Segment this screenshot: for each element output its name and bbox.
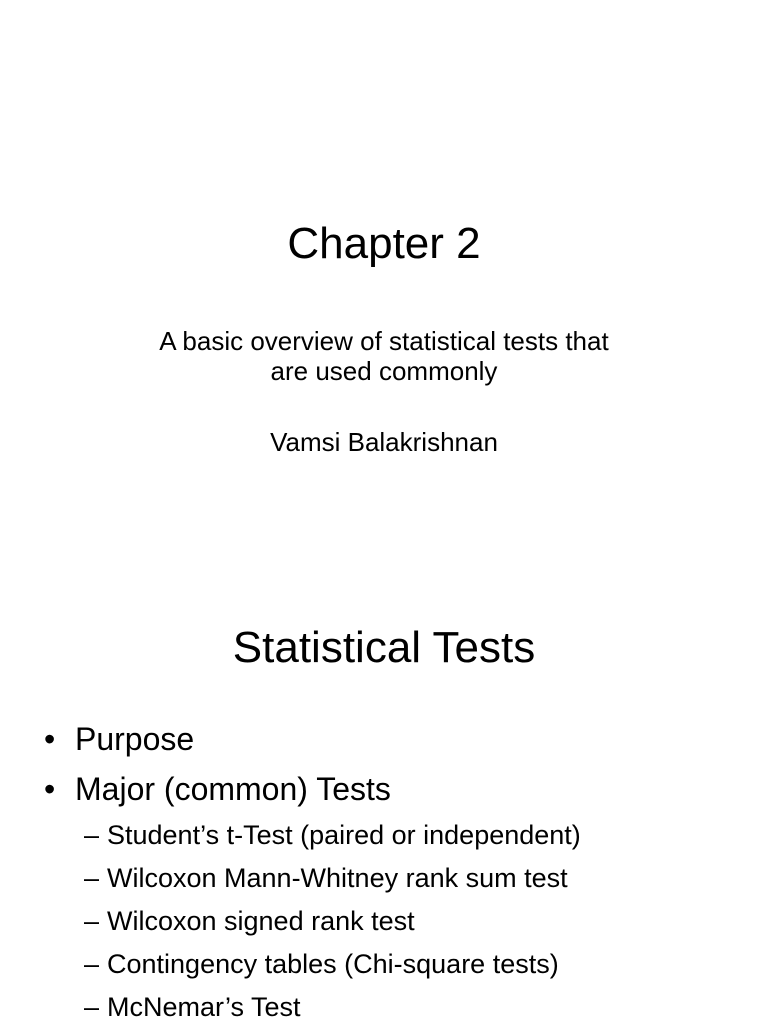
dash-icon: – (84, 906, 100, 936)
author-name: Vamsi Balakrishnan (270, 427, 498, 457)
slide-title: Chapter 2 (287, 219, 481, 268)
sub-bullet-item (84, 814, 744, 857)
bullet-text: Major (common) Tests (75, 771, 391, 807)
sub-bullet-item (84, 986, 744, 1029)
dash-icon: – (84, 949, 100, 979)
sub-bullet-text: McNemar’s Test (107, 992, 301, 1022)
sub-bullet-text: Contingency tables (Chi-square tests) (107, 949, 559, 979)
bullet-text: Purpose (75, 721, 195, 757)
sub-bullet-text: Wilcoxon signed rank test (107, 906, 415, 936)
bullet-icon: • (44, 721, 56, 757)
bullet-item (44, 764, 744, 814)
sub-bullet-text: Student’s t-Test (paired or independent) (107, 820, 581, 850)
sub-bullet-group (44, 814, 744, 1029)
sub-bullet-item (84, 943, 744, 986)
sub-bullet-text: Wilcoxon Mann-Whitney rank sum test (107, 863, 568, 893)
slide-title: Statistical Tests (232, 623, 536, 672)
slide-subtitle (84, 326, 684, 386)
dash-icon: – (84, 863, 100, 893)
sub-bullet-item (84, 900, 744, 943)
sub-bullet-item (84, 857, 744, 900)
subtitle-line: are used commonly (270, 356, 498, 386)
subtitle-line: A basic overview of statistical tests that (159, 326, 609, 356)
dash-icon: – (84, 992, 100, 1022)
content-slide (0, 576, 768, 1024)
sub-bullet-list (44, 814, 744, 1029)
bullet-icon: • (44, 771, 56, 807)
dash-icon: – (84, 820, 100, 850)
bullet-item (44, 714, 744, 764)
bullet-list (44, 714, 744, 1029)
